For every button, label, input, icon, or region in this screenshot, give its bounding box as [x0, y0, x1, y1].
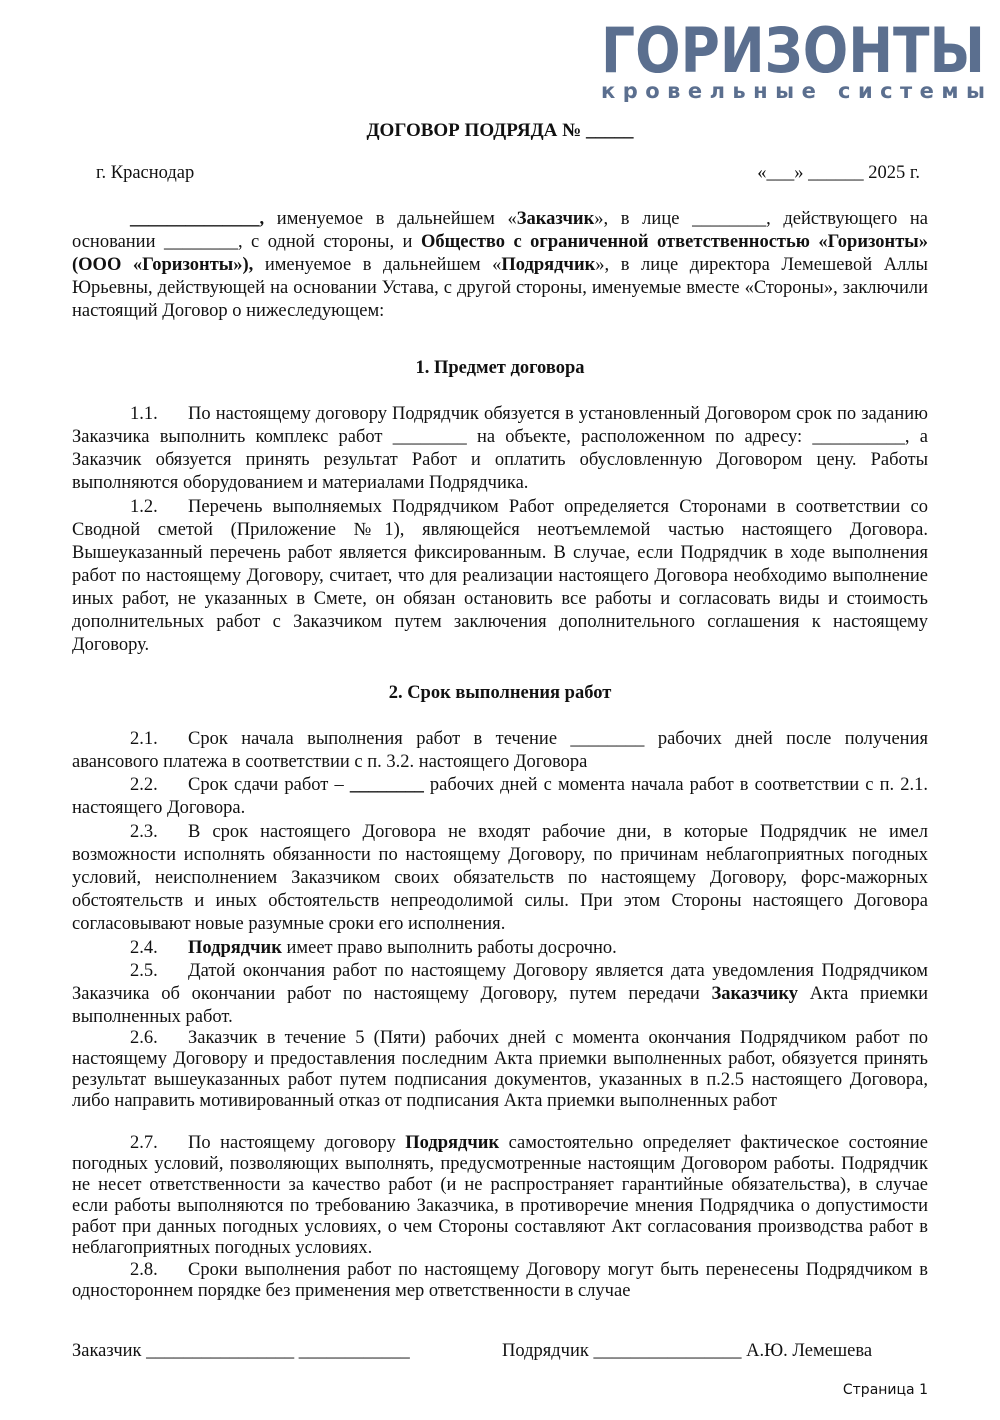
- clause-2-7: 2.7. По настоящему договору Подрядчик самостоятельно определяет фактическое состояние погодных условий, позволяющих выполнять, предусмотренные настоящим Договором работы. Подрядчик не несет ответственности за качество работ (и не распространяет гарантийные обязательства), в случае если работы выполняются по требованию Заказчика, в противоречие мнения Подрядчика о допустимости работ при данных погодных условиях, о чем Стороны составляют Акт согласования производства работ в неблагоприятных погодных условиях.: [72, 1133, 928, 1258]
- contract-date: «___» ______ 2025 г.: [757, 163, 920, 183]
- page-number: Страница 1: [842, 1382, 928, 1398]
- clause-2-3: 2.3. В срок настоящего Договора не входят рабочие дни, в которые Подрядчик не имел возможности исполнять обязанности по настоящему Договору, по причинам неблагоприятных погодных условий, неисполнением Заказчиком своих обязательств по настоящему Договору, форс-мажорных обстоятельств и иных обстоятельств непреодолимой силы. При этом Стороны настоящего Договора согласовывают новые разумные сроки его исполнения.: [72, 822, 928, 934]
- svg-text:ГОРИЗОНТЫ: ГОРИЗОНТЫ: [601, 14, 985, 87]
- signature-row: [72, 1341, 905, 1362]
- section-1-heading: 1. Предмет договора: [415, 358, 585, 378]
- clause-1-1: 1.1. По настоящему договору Подрядчик обязуется в установленный Договором срок по заданию Заказчика выполнить комплекс работ ________ на объекте, расположенном по адресу: __________, а Заказчик обязуется принять результат Работ и оплатить обусловленную Договором цену. Работы выполняются оборудованием и материалами Подрядчика.: [72, 404, 928, 493]
- customer-signature: Заказчик ________________ ____________: [72, 1341, 410, 1361]
- city: г. Краснодар: [96, 163, 195, 183]
- contractor-signature: Подрядчик ________________ А.Ю. Лемешева: [502, 1341, 873, 1361]
- clause-2-2: 2.2. Срок сдачи работ – ________ рабочих дней с момента начала работ в соответствии с п. 2.1. настоящего Договора.: [72, 775, 928, 818]
- clause-2-5: 2.5. Датой окончания работ по настоящему Договору является дата уведомления Подрядчиком Заказчика об окончании работ по настоящему Договору, путем передачи Заказчику Акта приемки выполненных работ.: [72, 961, 929, 1027]
- clause-2-6: 2.6. Заказчик в течение 5 (Пяти) рабочих дней с момента окончания Подрядчиком работ по настоящему Договору и предоставления последним Акта приемки выполненных работ, обязуется принять результат вышеуказанных работ путем подписания документов, указанных в п.2.5 настоящего Договора, либо направить мотивированный отказ от подписания Акта приемки выполненных работ: [72, 1028, 928, 1111]
- clause-2-1: 2.1. Срок начала выполнения работ в течение ________ рабочих дней после получения авансового платежа в соответствии с п. 3.2. настоящего Договора: [72, 729, 928, 772]
- preamble: ______________, именуемое в дальнейшем «Заказчик», в лице ________, действующего на основании ________, с одной стороны, и Общество с ограниченной ответственностью «Горизонты» (ООО «Горизонты»), именуемое в дальнейшем «Подрядчик», в лице директора Лемешевой Аллы Юрьевны, действующей на основании Устава, с другой стороны, именуемые вместе «Стороны», заключили настоящий Договор о нижеследующем:: [72, 209, 929, 321]
- company-logo: [599, 14, 987, 102]
- section-2-heading: 2. Срок выполнения работ: [388, 683, 612, 703]
- clause-2-4: 2.4. Подрядчик имеет право выполнить работы досрочно.: [130, 938, 617, 958]
- clause-1-2: 1.2. Перечень выполняемых Подрядчиком Работ определяется Сторонами в соответствии со Сводной сметой (Приложение №1), являющейся неотъемлемой частью настоящего Договора. Вышеуказанный перечень работ является фиксированным. В случае, если Подрядчик в ходе выполнения работ по настоящему Договору, считает, что для реализации настоящего Договора необходимо выполнение иных работ, не указанных в Смете, он обязан остановить все работы и согласовать виды и стоимость дополнительных работ с Заказчиком путем заключения дополнительного соглашения к настоящему Договору.: [72, 497, 928, 655]
- clause-2-8: 2.8. Сроки выполнения работ по настоящему Договору могут быть перенесены Подрядчиком в одностороннем порядке без применения мер ответственности в случае: [72, 1260, 928, 1301]
- place-date-row: [96, 163, 920, 184]
- svg-text:кровельные системы: кровельные системы: [601, 79, 985, 102]
- document-title: ДОГОВОР ПОДРЯДА № _____: [366, 120, 634, 141]
